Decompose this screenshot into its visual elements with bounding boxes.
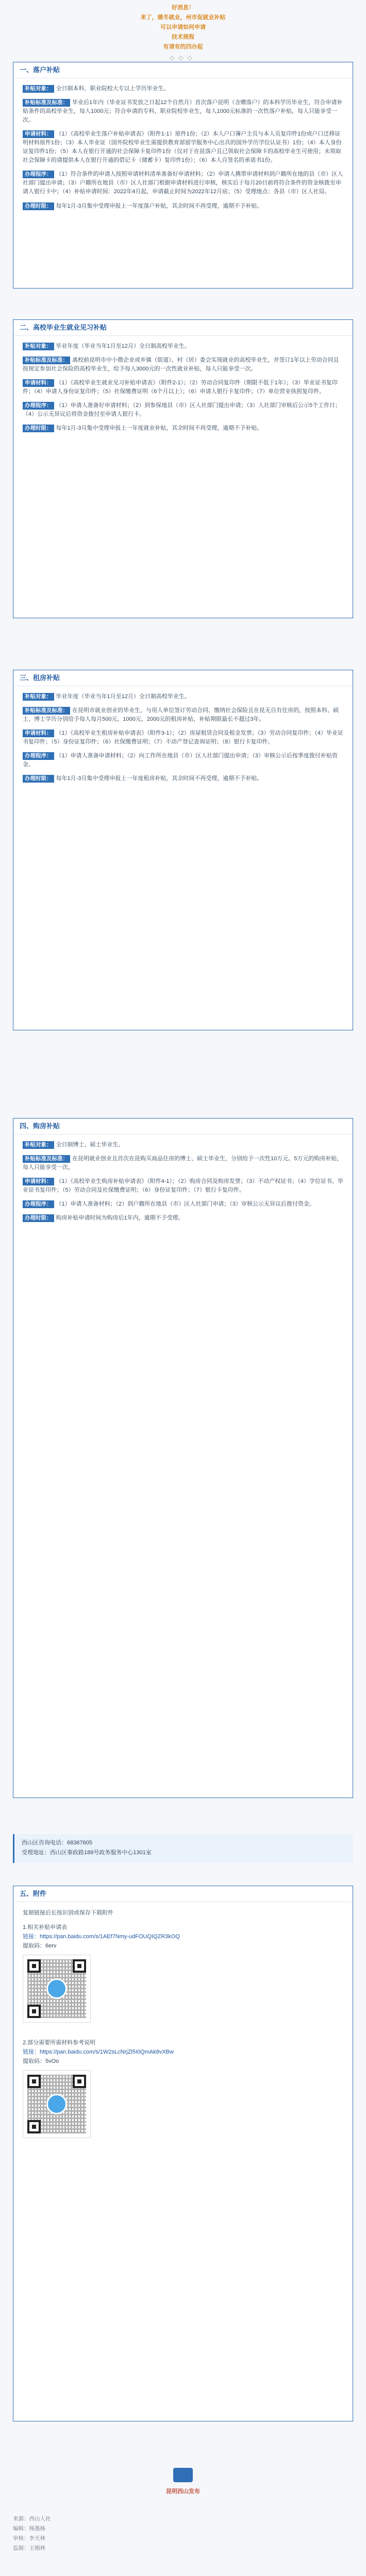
attachment-entry [23,1923,343,2023]
credit-line: 来源：西山人社 [13,2516,51,2522]
footer-brand [0,2468,366,2496]
field-tag: 办理时限： [23,775,54,783]
attachments-title: 五、附件 [13,1886,353,1902]
intro-header [0,0,366,63]
attachment-link[interactable]: 链接：https://pan.baidu.com/s/1W2sLcNrjZl5I0QmAk8vXBw [23,2049,174,2055]
field-tag: 申请材料： [23,1178,54,1185]
field-tag: 补贴标准及标准： [23,357,70,364]
credit-line: 编辑：杨墨杨 [13,2526,45,2532]
field-tag: 办理程序： [23,402,54,410]
field-text: （1）《高校毕业生购房补贴申请表》（附件4-1）；（2）购房合同及购房发票；（3）不动产权证书；（4）学位证书、毕业证书复印件；（5）劳动合同及社保缴费证明；（6）身份证复印件；（7）银行卡复印件。 [23,1178,343,1194]
attachment-link[interactable]: 链接：https://pan.baidu.com/s/1AEf7Nmy-udFOUQIQZR3kOQ [23,1934,180,1940]
field-text: 全日制本科、职业院校大专以上学历毕业生。 [56,86,170,92]
intro-line: 好消息！ [172,5,194,11]
intro-line: 来了，暖冬就业，州市促就业补贴 [140,14,226,21]
field-tag: 申请材料： [23,379,54,387]
attachments-intro: 复制链接后长按识别或保存下载附件 [23,1910,113,1916]
contact-phone: 西山区咨询电话：68367605 [22,1840,92,1846]
field-tag: 办理程序： [23,1200,54,1208]
field-tag: 办理程序： [23,171,54,178]
field-text: （1）《高校毕业生落户补贴申请表》（附件1-1）原件1份；（2）本人户口簿户主页与本人页复印件1份或户口迁移证明材料原件1份；（3）本人毕业证（国外院校毕业生需提供教育部留学服务中心出具的国外学历学位认证书）1份；（4）本人身份证复印件1份；（5）本人在银行开通的社会保障卡复印件1份（仅对于在昆落户且已领取社会保障卡的高校毕业生可使用；未领取社会保障卡的请提供本人在银行开通的借记卡（储蓄卡）复印件1份）；（6）本人自签名的承诺书1份。 [23,131,342,164]
field-text: （1）申请人准备申请材料；（2）向工作所在地县（市）区人社部门提出申请；（3）审核公示后按季度拨付补贴资金。 [23,753,338,768]
attachments-card [13,1886,353,2421]
field-text: 离校前昆明市中小微企业或乡镇（街道）、村（居）委会实现就业的高校毕业生，并签订1年以上劳动合同且按规定参加社会保险的高校毕业生，给予每人3000元的一次性就业补贴，每人只能享受一次。 [23,357,339,372]
field-text: （1）《高校毕业生租房补贴申请表》（附件3-1）；（2）房屋租赁合同及租金发票；（3）劳动合同复印件；（4）毕业证书复印件；（5）身份证复印件；（6）社保缴费证明；（7）不动产登记查询证明；（8）银行卡复印件。 [23,730,343,745]
field-tag: 申请材料： [23,730,54,737]
attachment-code: 提取码：6erv [23,1943,57,1949]
brand-caption: 昆明西山发布 [166,2488,200,2495]
field-text: 每年1月-3月集中受理申报上一年度租房补贴，其余时间不再受理，逾期不予补贴。 [56,775,263,782]
field-tag: 办理程序： [23,752,54,760]
brand-logo-icon [173,2468,193,2482]
field-tag: 办理时限： [23,1214,54,1222]
field-text: 在昆明就业创业且首次在昆购买商品住房的博士、硕士毕业生，分别给予一次性10万元、5万元的购房补贴，每人只能享受一次。 [23,1156,343,1171]
field-tag: 补贴对象： [23,343,54,350]
field-text: 全日制博士、硕士毕业生。 [56,1142,124,1148]
intro-line: 技术规程 [172,34,194,40]
attachment-entry [23,2038,343,2138]
intro-line: 可以申请如何申请 [160,24,206,30]
baidu-pan-logo-icon [46,1978,67,1999]
field-tag: 补贴标准及标准： [23,1155,70,1163]
section-card [13,319,353,618]
field-tag: 补贴对象： [23,85,54,93]
attachment-code: 提取码：5vOo [23,2058,59,2064]
field-tag: 补贴对象： [23,693,54,701]
attachment-name: 2.部分需要所需材料参考说明 [23,2040,96,2046]
qr-code-icon[interactable] [23,1955,91,2023]
field-tag: 补贴标准及标准： [23,99,70,107]
field-text: （1）申请人准备好申请材料；（2）到参保地县（市）区人社部门提出申请；（3）人社部门审核后公示5个工作日；（4）公示无异议后将资金拨付至申请人银行卡。 [23,402,341,418]
contact-address: 受理地址：西山区秦政路188号政务服务中心1301室 [22,1850,152,1856]
field-tag: 办理时限： [23,425,54,432]
credit-line: 监制：王刚林 [13,2545,45,2551]
field-text: 每年1月-3月集中受理申报上一年度就业补贴，其余时间不再受理，逾期不予补贴。 [56,425,263,432]
field-text: 毕业后1年内（毕业证书发放之日起12个自然月）首次落户昆明（含赠落户）的本科学历毕业生，符合申请补贴条件的高校毕业生，每人1000元；符合申请的专科，职业院校毕业生，每人1000元标准的一次性落户补贴，每人只能享受一次。 [23,99,343,124]
field-text: 每年1月-3月集中受理申报上一年度落户补贴，其余时间不再受理，逾期不予补贴。 [56,202,263,209]
field-tag: 办理时限： [23,202,54,210]
divider-dots: ◇◇◇ [170,54,196,61]
field-tag: 补贴标准及标准： [23,707,70,715]
field-text: （1）符合条件的申请人按照申请材料清单准备好申请材料；（2）申请人携带申请材料到户籍所在地的县（市）区人社部门提出申请；（3）户籍所在地县（市）区人社部门根据申请材料进行审核，核实后于每月20日前将符合条件的资金核拨至申请人银行卡中；（4）补贴申请时间：2022年4月起，申请截止时间为2022年12月底；（5）受理地点：各县（市）区人社局。 [23,171,343,195]
field-tag: 申请材料： [23,130,54,138]
qr-code-icon[interactable] [23,2070,91,2138]
intro-line: 有请有的四办起 [163,44,203,50]
field-text: 在昆明市就业创业的毕业生，与用人单位签订劳动合同、缴纳社会保险且在昆无自有住房的，按照本科、硕士、博士学历分别给予每人每月500元、1000元、2000元的租房补贴，补贴期限最长不超过3年。 [23,707,339,723]
section-title: 一、落户补贴 [13,62,353,78]
baidu-pan-logo-icon [46,2094,67,2114]
section-card [13,1118,353,1798]
field-text: 购房补贴申请时间为购房后1年内，逾期不予受理。 [56,1215,184,1222]
section-card [13,62,353,289]
section-title: 二、高校毕业生就业见习补贴 [13,320,353,336]
contact-info-box [13,1834,353,1863]
field-text: 毕业年度（毕业当年1月至12月）全日制高校毕业生。 [56,693,190,700]
field-tag: 补贴对象： [23,1141,54,1149]
field-text: 毕业年度（毕业当年1月至12月）全日制高校毕业生。 [56,343,190,349]
field-text: （1）《高校毕业生就业见习补贴申请表》（附件2-1）；（2）劳动合同复印件（期限不低于1年）；（3）毕业证书复印件；（4）申请人身份证复印件；（5）社保缴费证明（6个月以上）；（6）申请人银行卡复印件；（7）单位营业执照复印件。 [23,380,338,395]
section-title: 四、购房补贴 [13,1118,353,1134]
credits [13,2514,51,2553]
section-card [13,670,353,1030]
credit-line: 审核：李天林 [13,2535,45,2541]
section-title: 三、租房补贴 [13,670,353,686]
field-text: （1）申请人准备材料；（2）到户籍所在地县（市）区人社部门申请；（3）审核公示无异议后拨付资金。 [56,1201,315,1208]
attachment-name: 1.相关补贴申请表 [23,1924,68,1930]
